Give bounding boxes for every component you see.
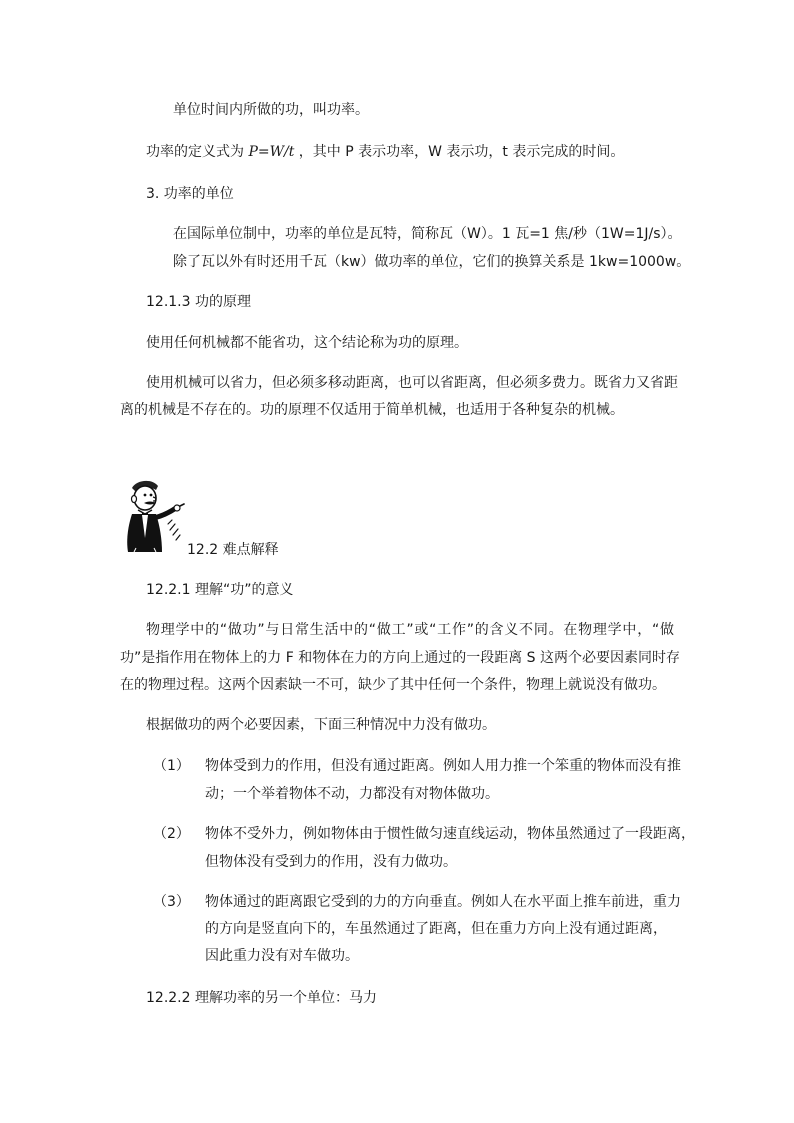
lecturer-cartoon-icon: [118, 478, 190, 554]
case-2-number: （2）: [153, 826, 190, 842]
case-3-line-2: 的方向是竖直向下的，车虽然通过了距离，但在重力方向上没有通过距离，: [205, 921, 667, 937]
formula-intro: 功率的定义式为: [146, 144, 249, 160]
section-heading-work-meaning: 12.2.1 理解“功”的意义: [146, 582, 294, 598]
case-1-line-2: 动；一个举着物体不动，力都没有对物体做功。: [205, 786, 499, 802]
section-heading-principle: 12.1.3 功的原理: [146, 294, 251, 310]
power-formula-line: [146, 142, 624, 162]
case-3-line-3: 因此重力没有对车做功。: [205, 948, 359, 964]
power-definition: 单位时间内所做的功，叫功率。: [173, 102, 369, 118]
power-formula: P=W/t: [248, 144, 295, 160]
section-heading-horsepower: 12.2.2 理解功率的另一个单位：马力: [146, 990, 377, 1006]
case-1-number: （1）: [153, 758, 190, 774]
case-2-line-2: 但物体没有受到力的作用，没有力做功。: [205, 854, 457, 870]
work-paragraph-line-3: 在的物理过程。这两个因素缺一不可，缺少了其中任何一个条件，物理上就说没有做功。: [120, 677, 666, 693]
principle-statement: 使用任何机械都不能省功，这个结论称为功的原理。: [146, 335, 468, 351]
case-2-line-1: 物体不受外力，例如物体由于惯性做匀速直线运动，物体虽然通过了一段距离，: [205, 826, 695, 842]
case-3-number: （3）: [153, 894, 190, 910]
work-paragraph-line-2: 功”是指作用在物体上的力 F 和物体在力的方向上通过的一段距离 S 这两个必要因素同时存: [120, 650, 680, 666]
principle-paragraph-line-2: 离的机械是不存在的。功的原理不仅适用于简单机械，也适用于各种复杂的机械。: [120, 402, 624, 418]
case-3-line-1: 物体通过的距离跟它受到的力的方向垂直。例如人在水平面上推车前进，重力: [205, 894, 681, 910]
three-cases-intro: 根据做功的两个必要因素，下面三种情况中力没有做功。: [146, 717, 496, 733]
principle-paragraph-line-1: 使用机械可以省力，但必须多移动距离，也可以省距离，但必须多费力。既省力又省距: [146, 375, 678, 391]
formula-explanation: ，其中 P 表示功率，W 表示功，t 表示完成的时间。: [294, 144, 625, 160]
si-unit-text: 在国际单位制中，功率的单位是瓦特，简称瓦（W）。1 瓦=1 焦/秒（1W=1J/s）。: [173, 226, 682, 242]
case-1-line-1: 物体受到力的作用，但没有通过距离。例如人用力推一个笨重的物体而没有推: [205, 758, 681, 774]
kilowatt-text: 除了瓦以外有时还用千瓦（kw）做功率的单位，它们的换算关系是 1kw=1000w。: [173, 254, 691, 270]
section-heading-difficulties: 12.2 难点解释: [187, 542, 279, 558]
work-paragraph-line-1: 物理学中的“做功”与日常生活中的“做工”或“工作”的含义不同。在物理学中，“做: [146, 622, 674, 638]
section-heading-unit: 3. 功率的单位: [146, 186, 234, 202]
